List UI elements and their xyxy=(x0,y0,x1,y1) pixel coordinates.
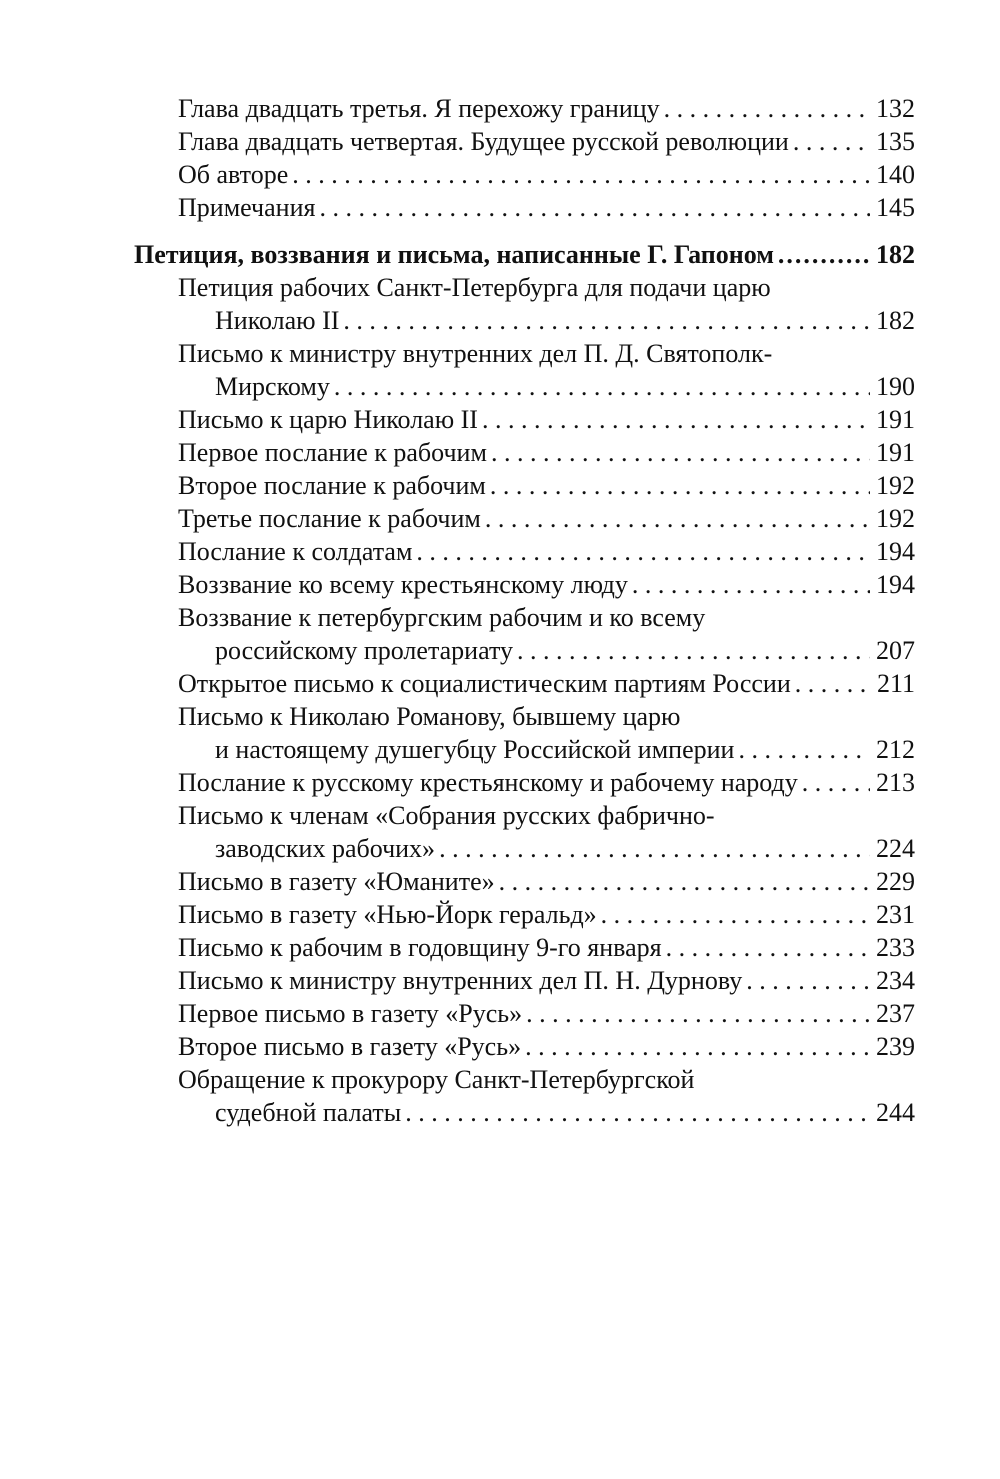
toc-page-number: 182 xyxy=(876,306,915,335)
dot-leader xyxy=(487,436,870,469)
dot-leader xyxy=(798,766,870,799)
toc-entry-title: Первое послание к рабочим xyxy=(178,438,487,467)
toc-entry-letter-humanite[interactable] xyxy=(134,865,915,898)
toc-entry-first-message[interactable] xyxy=(134,436,915,469)
toc-page-number: 191 xyxy=(876,405,915,434)
toc-entry-title: Письмо в газету «Нью-Йорк геральд» xyxy=(178,900,597,929)
toc-page-number: 182 xyxy=(876,240,915,269)
dot-leader xyxy=(789,125,870,158)
toc-entry-appeal-workers-line1[interactable] xyxy=(134,601,915,634)
dot-leader xyxy=(478,403,870,436)
toc-entry-letter-assembly-line1[interactable] xyxy=(134,799,915,832)
dot-leader xyxy=(734,733,870,766)
dot-leader xyxy=(522,997,870,1030)
toc-entry-title: Глава двадцать четвертая. Будущее русской революции xyxy=(178,127,789,156)
toc-entry-letter-romanov-line2[interactable] xyxy=(134,733,915,766)
dot-leader xyxy=(401,1096,870,1129)
toc-page-number: 211 xyxy=(876,669,915,698)
toc-entry-title: Об авторе xyxy=(178,160,289,189)
toc-page-number: 231 xyxy=(876,900,915,929)
toc-entry-letter-tsar[interactable] xyxy=(134,403,915,436)
toc-entry-letter-svyatopolk-line2[interactable] xyxy=(134,370,915,403)
toc-entry-notes[interactable] xyxy=(134,191,915,224)
toc-entry-title-continuation: российскому пролетариату xyxy=(215,636,513,665)
toc-entry-title: Послание к русскому крестьянскому и рабочему народу xyxy=(178,768,798,797)
toc-entry-letter-ny-herald[interactable] xyxy=(134,898,915,931)
toc-section-title: Петиция, воззвания и письма, написанные Г. Гапоном xyxy=(134,240,774,269)
dot-leader xyxy=(435,832,870,865)
dot-leader xyxy=(662,931,870,964)
toc-entry-message-people[interactable] xyxy=(134,766,915,799)
toc-entry-letter-assembly-line2[interactable] xyxy=(134,832,915,865)
toc-entry-title: Письмо к министру внутренних дел П. Н. Дурнову xyxy=(178,966,743,995)
toc-page-number: 192 xyxy=(876,504,915,533)
toc-entry-title: Третье послание к рабочим xyxy=(178,504,481,533)
toc-entry-message-soldiers[interactable] xyxy=(134,535,915,568)
dot-leader xyxy=(495,865,870,898)
toc-page-number: 207 xyxy=(876,636,915,665)
dot-leader xyxy=(481,502,870,535)
dot-leader xyxy=(315,191,870,224)
toc-entry-title: Примечания xyxy=(178,193,316,222)
dot-leader xyxy=(774,238,870,271)
toc-entry-title: Обращение к прокурору Санкт-Петербургской xyxy=(178,1065,695,1094)
dot-leader xyxy=(791,667,871,700)
toc-entry-title: Глава двадцать третья. Я перехожу границу xyxy=(178,94,660,123)
toc-entry-letter-durnovo[interactable] xyxy=(134,964,915,997)
toc-entry-second-message[interactable] xyxy=(134,469,915,502)
toc-entry-title-continuation: судебной палаты xyxy=(215,1098,402,1127)
dot-leader xyxy=(521,1030,870,1063)
dot-leader xyxy=(513,634,870,667)
dot-leader xyxy=(330,370,870,403)
toc-entry-title-continuation: Мирскому xyxy=(215,372,330,401)
toc-section-gapon-writings[interactable] xyxy=(134,238,915,271)
toc-entry-title: Открытое письмо к социалистическим партиям России xyxy=(178,669,791,698)
toc-page-number: 212 xyxy=(876,735,915,764)
toc-page-number: 140 xyxy=(876,160,915,189)
dot-leader xyxy=(412,535,870,568)
toc-entry-title: Письмо к членам «Собрания русских фабрично- xyxy=(178,801,715,830)
toc-entry-title: Воззвание ко всему крестьянскому люду xyxy=(178,570,628,599)
toc-entry-first-letter-rus[interactable] xyxy=(134,997,915,1030)
toc-page-number: 244 xyxy=(876,1098,915,1127)
toc-entry-title: Второе письмо в газету «Русь» xyxy=(178,1032,522,1061)
toc-page-number: 194 xyxy=(876,570,915,599)
dot-leader xyxy=(742,964,870,997)
toc-entry-title-continuation: Николаю II xyxy=(215,306,340,335)
toc-page-number: 213 xyxy=(876,768,915,797)
toc-entry-title-continuation: и настоящему душегубцу Российской империи xyxy=(215,735,735,764)
toc-page-number: 135 xyxy=(876,127,915,156)
toc-entry-petition-line1[interactable] xyxy=(134,271,915,304)
toc-entry-letter-romanov-line1[interactable] xyxy=(134,700,915,733)
toc-entry-title: Письмо к министру внутренних дел П. Д. Святополк- xyxy=(178,339,773,368)
toc-page-number: 233 xyxy=(876,933,915,962)
toc-page-number: 190 xyxy=(876,372,915,401)
table-of-contents xyxy=(134,92,915,1129)
dot-leader xyxy=(486,469,870,502)
dot-leader xyxy=(660,92,870,125)
toc-entry-title: Петиция рабочих Санкт-Петербурга для подачи царю xyxy=(178,273,771,302)
toc-entry-petition-line2[interactable] xyxy=(134,304,915,337)
toc-page-number: 237 xyxy=(876,999,915,1028)
toc-entry-appeal-prosecutor-line1[interactable] xyxy=(134,1063,915,1096)
toc-page-number: 192 xyxy=(876,471,915,500)
toc-page-number: 194 xyxy=(876,537,915,566)
dot-leader xyxy=(288,158,870,191)
toc-page-number: 239 xyxy=(876,1032,915,1061)
toc-entry-chapter-23[interactable] xyxy=(134,92,915,125)
toc-entry-title: Письмо к Николаю Романову, бывшему царю xyxy=(178,702,681,731)
toc-entry-letter-anniversary[interactable] xyxy=(134,931,915,964)
toc-entry-title: Воззвание к петербургским рабочим и ко всему xyxy=(178,603,706,632)
toc-entry-third-message[interactable] xyxy=(134,502,915,535)
toc-entry-title: Послание к солдатам xyxy=(178,537,413,566)
dot-leader xyxy=(339,304,870,337)
toc-entry-appeal-workers-line2[interactable] xyxy=(134,634,915,667)
toc-entry-title: Первое письмо в газету «Русь» xyxy=(178,999,523,1028)
toc-entry-title-continuation: заводских рабочих» xyxy=(215,834,436,863)
toc-entry-appeal-peasants[interactable] xyxy=(134,568,915,601)
toc-page-number: 224 xyxy=(876,834,915,863)
toc-entry-title: Второе послание к рабочим xyxy=(178,471,486,500)
toc-entry-open-letter-socialists[interactable] xyxy=(134,667,915,700)
toc-entry-second-letter-rus[interactable] xyxy=(134,1030,915,1063)
toc-page-number: 145 xyxy=(876,193,915,222)
toc-page-number: 234 xyxy=(876,966,915,995)
toc-entry-title: Письмо к царю Николаю II xyxy=(178,405,478,434)
dot-leader xyxy=(628,568,870,601)
dot-leader xyxy=(597,898,870,931)
toc-page-number: 229 xyxy=(876,867,915,896)
toc-entry-appeal-prosecutor-line2[interactable] xyxy=(134,1096,915,1129)
toc-entry-title: Письмо к рабочим в годовщину 9-го января xyxy=(178,933,662,962)
toc-entry-letter-svyatopolk-line1[interactable] xyxy=(134,337,915,370)
toc-page-number: 191 xyxy=(876,438,915,467)
toc-entry-title: Письмо в газету «Юманите» xyxy=(178,867,495,896)
toc-entry-about-author[interactable] xyxy=(134,158,915,191)
toc-entry-chapter-24[interactable] xyxy=(134,125,915,158)
toc-page-number: 132 xyxy=(876,94,915,123)
